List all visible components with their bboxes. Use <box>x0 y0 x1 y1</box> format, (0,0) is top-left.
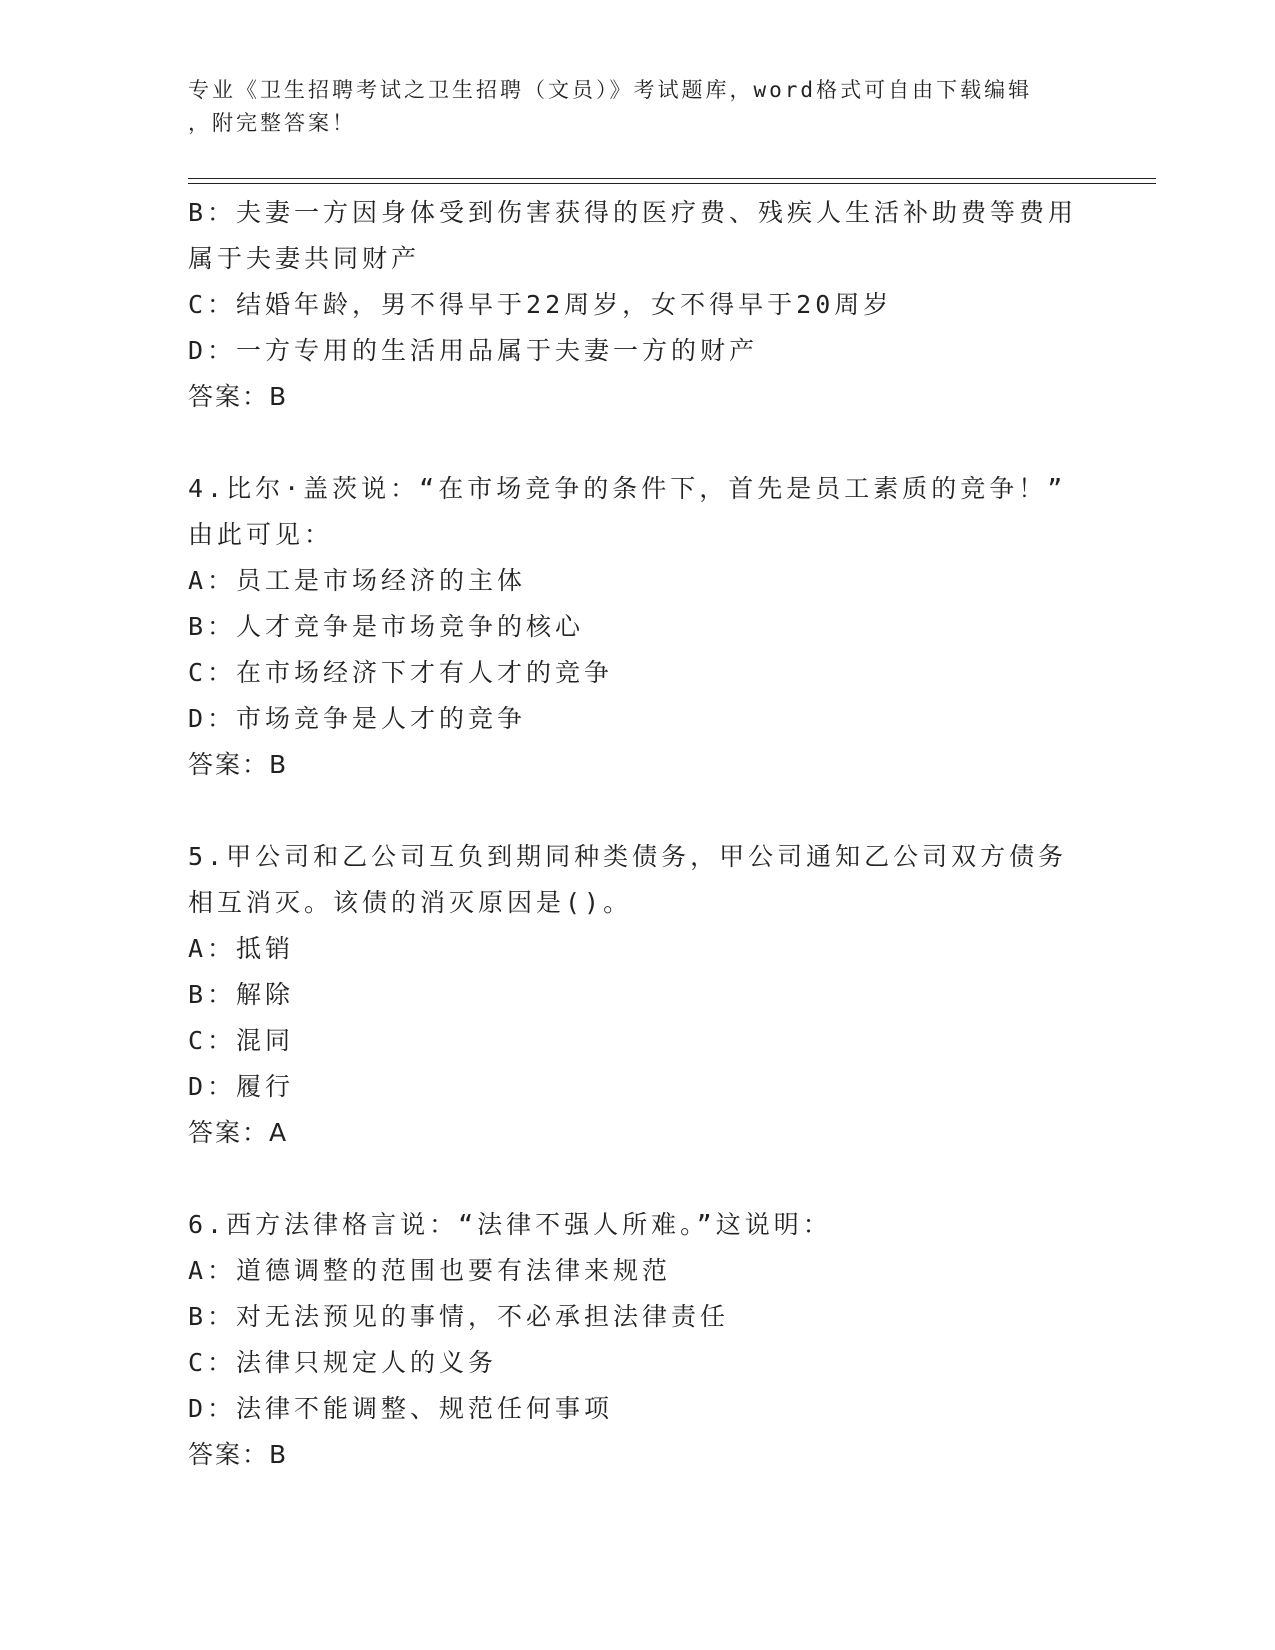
option-c: C：在市场经济下才有人才的竞争 <box>188 658 614 687</box>
answer: 答案：B <box>188 382 289 411</box>
spacer <box>188 788 1148 834</box>
spacer <box>188 420 1148 466</box>
option-b: B：解除 <box>188 980 295 1009</box>
header-line-1: 专业《卫生招聘考试之卫生招聘（文员）》考试题库，word格式可自由下载编辑 <box>188 78 1033 102</box>
question-4 <box>188 466 1148 788</box>
option-a: A：员工是市场经济的主体 <box>188 566 527 595</box>
question-list <box>188 190 1148 1478</box>
option-d: D：履行 <box>188 1072 295 1101</box>
option-d: D：市场竞争是人才的竞争 <box>188 704 527 733</box>
question-3 <box>188 190 1148 420</box>
option-c: C：混同 <box>188 1026 295 1055</box>
question-stem: 6.西方法律格言说：“法律不强人所难。”这说明： <box>188 1210 832 1239</box>
answer: 答案：B <box>188 750 289 779</box>
header-divider-bottom <box>188 183 1156 184</box>
spacer <box>188 1156 1148 1202</box>
option-c: C：结婚年龄，男不得早于22周岁，女不得早于20周岁 <box>188 290 893 319</box>
option-b-continued: 属于夫妻共同财产 <box>188 244 421 273</box>
header-divider-top <box>188 178 1156 179</box>
question-5 <box>188 834 1148 1156</box>
answer: 答案：B <box>188 1440 289 1469</box>
question-6 <box>188 1202 1148 1478</box>
option-a: A：抵销 <box>188 934 295 963</box>
option-d: D：一方专用的生活用品属于夫妻一方的财产 <box>188 336 759 365</box>
option-b: B：人才竞争是市场竞争的核心 <box>188 612 585 641</box>
option-c: C：法律只规定人的义务 <box>188 1348 498 1377</box>
question-stem: 5.甲公司和乙公司互负到期同种类债务，甲公司通知乙公司双方债务 <box>188 842 1068 871</box>
option-d: D：法律不能调整、规范任何事项 <box>188 1394 614 1423</box>
question-stem-continued: 由此可见： <box>188 520 334 549</box>
option-b: B：夫妻一方因身体受到伤害获得的医疗费、残疾人生活补助费等费用 <box>188 198 1078 227</box>
option-a: A：道德调整的范围也要有法律来规范 <box>188 1256 672 1285</box>
header-line-2: ，附完整答案！ <box>188 111 356 135</box>
answer: 答案：A <box>188 1118 289 1147</box>
question-stem-continued: 相互消灭。该债的消灭原因是()。 <box>188 888 633 917</box>
document-header <box>188 74 1088 140</box>
option-b: B：对无法预见的事情，不必承担法律责任 <box>188 1302 730 1331</box>
question-stem: 4.比尔·盖茨说：“在市场竞争的条件下，首先是员工素质的竞争！” <box>188 474 1067 503</box>
